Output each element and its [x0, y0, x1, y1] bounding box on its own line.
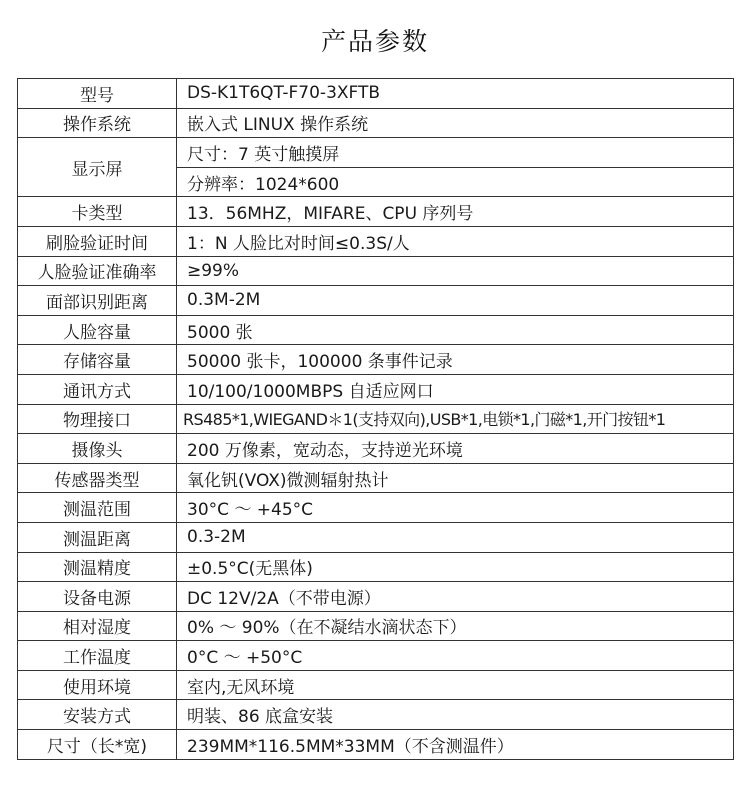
row-value: 13．56MHZ，MIFARE、CPU 序列号 — [177, 197, 734, 227]
table-row — [18, 434, 734, 464]
row-value: 0.3-2M — [177, 522, 734, 552]
row-value: 分辨率：1024*600 — [177, 167, 734, 197]
table-row — [18, 404, 734, 434]
table-row — [18, 226, 734, 256]
table-row — [18, 730, 734, 760]
spec-table — [17, 78, 734, 760]
table-row — [18, 374, 734, 404]
row-label: 测温精度 — [18, 552, 177, 582]
row-value: 室内,无风环境 — [177, 670, 734, 700]
table-row — [18, 611, 734, 641]
table-row — [18, 670, 734, 700]
row-label: 人脸容量 — [18, 315, 177, 345]
row-label: 测温距离 — [18, 522, 177, 552]
row-label: 尺寸（长*宽) — [18, 730, 177, 760]
table-row — [18, 493, 734, 523]
row-value: 0°C ～ +50°C — [177, 641, 734, 671]
row-label: 显示屏 — [18, 138, 177, 197]
table-row — [18, 108, 734, 138]
table-row — [18, 345, 734, 375]
table-row — [18, 315, 734, 345]
row-label: 存储容量 — [18, 345, 177, 375]
row-label: 使用环境 — [18, 670, 177, 700]
row-value: 1：N 人脸比对时间≤0.3S/人 — [177, 226, 734, 256]
table-row — [18, 286, 734, 316]
table-row — [18, 700, 734, 730]
row-value: ±0.5°C(无黑体) — [177, 552, 734, 582]
row-label: 通讯方式 — [18, 374, 177, 404]
row-label: 工作温度 — [18, 641, 177, 671]
row-value: DC 12V/2A（不带电源） — [177, 582, 734, 612]
row-value: 50000 张卡，100000 条事件记录 — [177, 345, 734, 375]
row-value: 尺寸：7 英寸触摸屏 — [177, 138, 734, 168]
row-label: 人脸验证准确率 — [18, 256, 177, 286]
row-value: 0.3M-2M — [177, 286, 734, 316]
table-row — [18, 522, 734, 552]
row-label: 刷脸验证时间 — [18, 226, 177, 256]
table-row — [18, 79, 734, 109]
row-value: DS-K1T6QT-F70-3XFTB — [177, 79, 734, 109]
table-row — [18, 463, 734, 493]
row-label: 设备电源 — [18, 582, 177, 612]
row-label: 面部识别距离 — [18, 286, 177, 316]
page-title: 产品参数 — [320, 27, 429, 56]
row-value: 0% ～ 90%（在不凝结水滴状态下） — [177, 611, 734, 641]
table-row — [18, 256, 734, 286]
row-value: 氧化钒(VOX)微测辐射热计 — [177, 463, 734, 493]
row-label: 物理接口 — [18, 404, 177, 434]
row-value: 239MM*116.5MM*33MM（不含测温件） — [177, 730, 734, 760]
table-row — [18, 138, 734, 168]
row-label: 操作系统 — [18, 108, 177, 138]
row-label: 传感器类型 — [18, 463, 177, 493]
row-value: 10/100/1000MBPS 自适应网口 — [177, 374, 734, 404]
row-value: 30°C ～ +45°C — [177, 493, 734, 523]
row-label: 卡类型 — [18, 197, 177, 227]
row-value: 明装、86 底盒安装 — [177, 700, 734, 730]
row-label: 安装方式 — [18, 700, 177, 730]
table-row — [18, 552, 734, 582]
row-label: 摄像头 — [18, 434, 177, 464]
row-value: ≥99% — [177, 256, 734, 286]
row-label: 型号 — [18, 79, 177, 109]
row-label: 测温范围 — [18, 493, 177, 523]
table-row — [18, 641, 734, 671]
row-value: RS485*1,WIEGAND＊1(支持双向),USB*1,电锁*1,门磁*1,开门按钮*1 — [177, 404, 734, 434]
row-value: 200 万像素，宽动态，支持逆光环境 — [177, 434, 734, 464]
row-value: 嵌入式 LINUX 操作系统 — [177, 108, 734, 138]
row-label: 相对湿度 — [18, 611, 177, 641]
table-row — [18, 197, 734, 227]
table-row — [18, 582, 734, 612]
row-value: 5000 张 — [177, 315, 734, 345]
